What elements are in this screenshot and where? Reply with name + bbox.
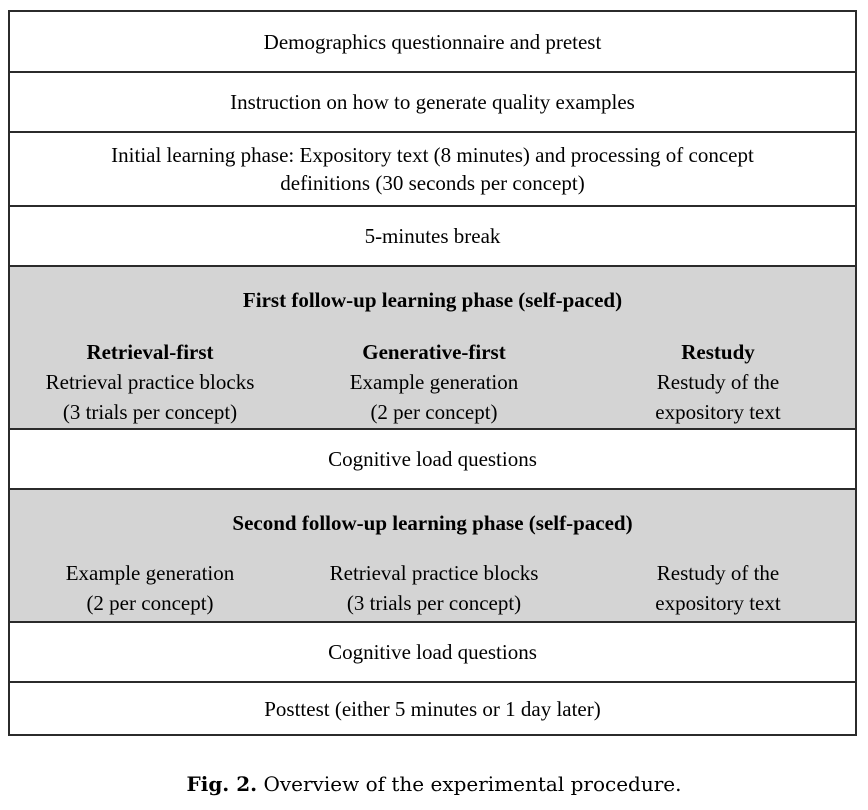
- step-label: Cognitive load questions: [328, 640, 537, 664]
- phase-title: First follow-up learning phase (self-paced): [242, 288, 623, 312]
- condition-line-1: Restudy of the: [656, 370, 780, 394]
- step-cognitive-load-1: [10, 430, 855, 490]
- second-condition-restudy: [573, 558, 863, 618]
- step-instruction: [10, 73, 855, 133]
- step-label-line-1: Initial learning phase: Expository text (8 minutes) and processing of concept: [111, 143, 754, 167]
- condition-line-1: Retrieval practice blocks: [45, 370, 255, 394]
- condition-line-2: (3 trials per concept): [346, 591, 522, 615]
- condition-line-1: Example generation: [349, 370, 519, 394]
- step-break: [10, 207, 855, 267]
- condition-line-1: Restudy of the: [656, 561, 780, 585]
- first-follow-up-phase: [10, 267, 855, 430]
- step-label-line-2: definitions (30 seconds per concept): [280, 171, 585, 195]
- condition-line-2: expository text: [655, 400, 781, 424]
- step-cognitive-load-2: [10, 623, 855, 683]
- condition-line-2: expository text: [655, 591, 781, 615]
- step-demographics-pretest: [10, 12, 855, 73]
- step-label: Instruction on how to generate quality examples: [230, 90, 635, 114]
- condition-line-2: (2 per concept): [86, 591, 214, 615]
- step-label: 5-minutes break: [364, 224, 501, 248]
- condition-generative-first: [289, 337, 579, 427]
- condition-heading: Restudy: [681, 340, 755, 364]
- second-follow-up-phase: [10, 490, 855, 623]
- figure-caption: [0, 770, 868, 798]
- phase-title: Second follow-up learning phase (self-paced): [232, 511, 633, 535]
- step-label: [81, 141, 784, 197]
- procedure-diagram: [8, 10, 857, 736]
- step-posttest: [10, 683, 855, 734]
- figure-caption-text: Overview of the experimental procedure.: [263, 772, 682, 796]
- second-condition-retrieval-first: [5, 558, 295, 618]
- step-initial-learning-phase: [10, 133, 855, 207]
- condition-heading: Retrieval-first: [86, 340, 214, 364]
- step-label: Cognitive load questions: [328, 447, 537, 471]
- condition-line-2: (3 trials per concept): [62, 400, 238, 424]
- condition-line-1: Example generation: [65, 561, 235, 585]
- condition-line-2: (2 per concept): [370, 400, 498, 424]
- condition-retrieval-first: [5, 337, 295, 427]
- step-label: Demographics questionnaire and pretest: [263, 29, 602, 54]
- figure-caption-label: Fig. 2.: [186, 772, 258, 796]
- condition-line-1: Retrieval practice blocks: [329, 561, 539, 585]
- condition-restudy: [573, 337, 863, 427]
- second-condition-generative-first: [289, 558, 579, 618]
- condition-heading: Generative-first: [362, 340, 506, 364]
- step-label: Posttest (either 5 minutes or 1 day later): [264, 696, 601, 721]
